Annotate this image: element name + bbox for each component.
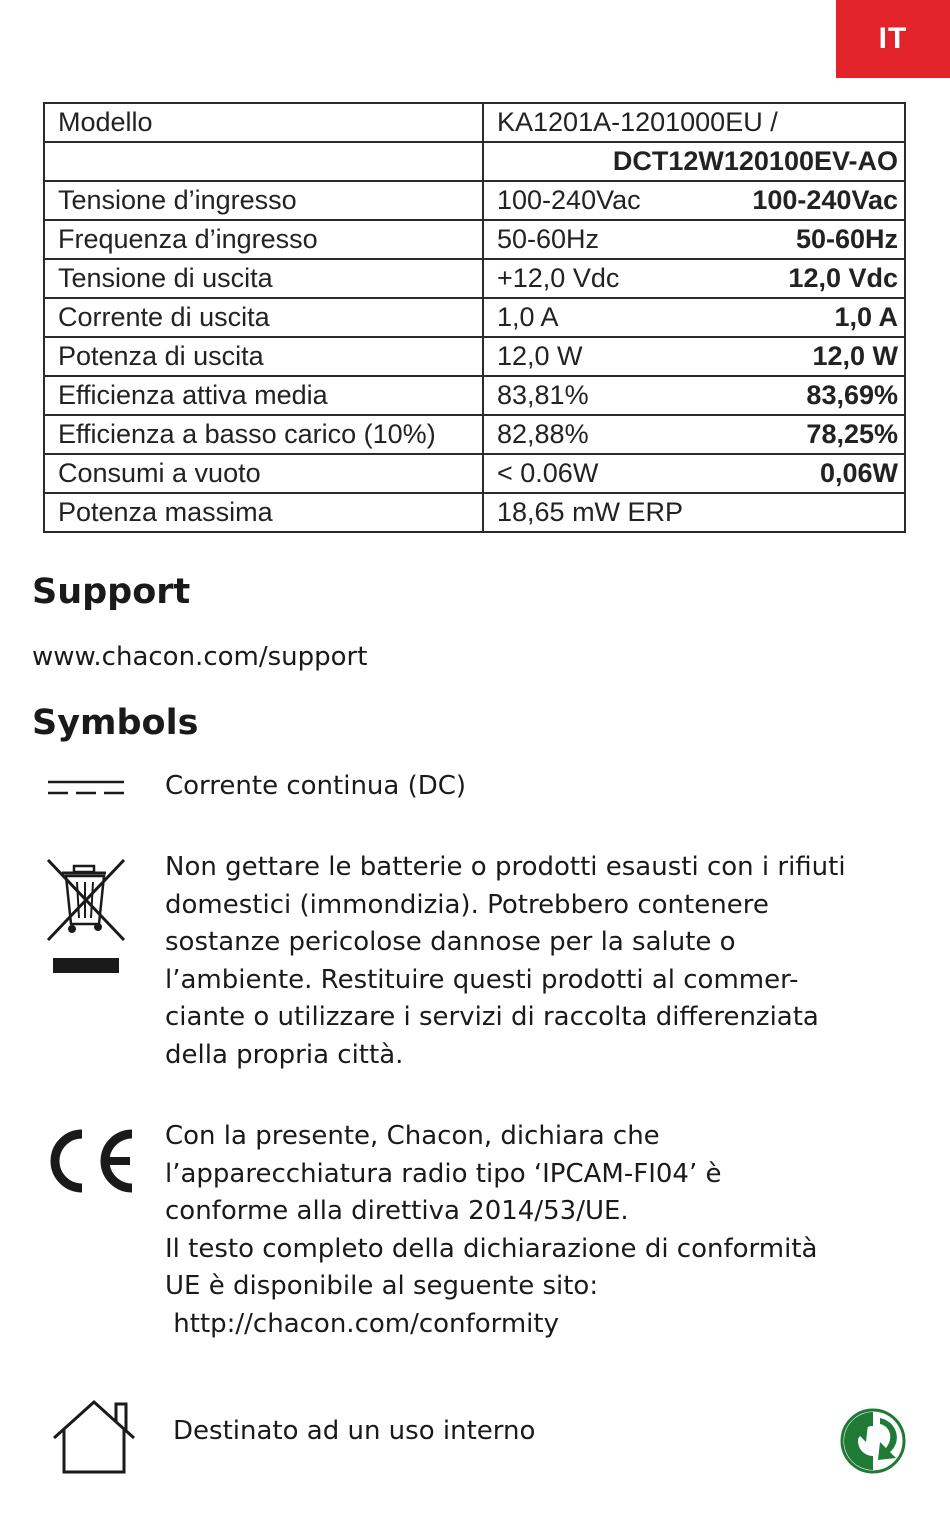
weee-line: ciante o utilizzare i servizi di raccolta differenziata bbox=[165, 1002, 819, 1033]
spec-value-2: 100-240Vac bbox=[752, 185, 898, 215]
ce-line: http://chacon.com/conformity bbox=[165, 1308, 559, 1339]
spec-value bbox=[483, 181, 905, 220]
spec-value-2: 1,0 A bbox=[834, 302, 898, 332]
table-row bbox=[44, 220, 905, 259]
ce-line: l’apparecchiatura radio tipo ‘IPCAM-FI04’ è bbox=[165, 1158, 722, 1189]
table-row bbox=[44, 376, 905, 415]
spec-value-1: +12,0 Vdc bbox=[497, 263, 620, 293]
ce-text bbox=[165, 1118, 817, 1344]
spec-value-2: 12,0 Vdc bbox=[788, 263, 898, 293]
weee-line: domestici (immondizia). Potrebbero contenere bbox=[165, 889, 769, 920]
support-heading: Support bbox=[32, 572, 191, 612]
table-row bbox=[44, 181, 905, 220]
spec-label: Tensione d’ingresso bbox=[44, 181, 483, 220]
spec-value bbox=[483, 298, 905, 337]
ce-line: UE è disponibile al seguente sito: bbox=[165, 1271, 599, 1302]
spec-value-1: 82,88% bbox=[497, 419, 589, 449]
specs-table bbox=[43, 102, 906, 533]
spec-value-2: 0,06W bbox=[819, 458, 898, 488]
spec-label: Frequenza d’ingresso bbox=[44, 220, 483, 259]
spec-label: Potenza massima bbox=[44, 493, 483, 532]
spec-value bbox=[483, 142, 905, 181]
spec-label: Corrente di uscita bbox=[44, 298, 483, 337]
spec-value-1: 50-60Hz bbox=[497, 224, 600, 254]
spec-value bbox=[483, 259, 905, 298]
spec-value bbox=[483, 415, 905, 454]
ce-line: conforme alla direttiva 2014/53/UE. bbox=[165, 1196, 629, 1227]
dc-text: Corrente continua (DC) bbox=[165, 771, 467, 801]
ce-line: Il testo completo della dichiarazione di conformità bbox=[165, 1233, 818, 1264]
table-row bbox=[44, 298, 905, 337]
spec-value-1: 83,81% bbox=[497, 380, 589, 410]
crossed-bin-icon bbox=[44, 858, 128, 976]
spec-label: Consumi a vuoto bbox=[44, 454, 483, 493]
table-row bbox=[44, 493, 905, 532]
spec-label: Efficienza a basso carico (10%) bbox=[44, 415, 483, 454]
spec-value bbox=[483, 454, 905, 493]
spec-value-1: 12,0 W bbox=[497, 341, 583, 371]
spec-label bbox=[44, 142, 483, 181]
ce-line: Con la presente, Chacon, dichiara che bbox=[165, 1121, 660, 1151]
table-row bbox=[44, 142, 905, 181]
spec-value: 18,65 mW ERP bbox=[483, 493, 905, 532]
spec-value bbox=[483, 220, 905, 259]
support-link[interactable]: www.chacon.com/support bbox=[32, 642, 368, 672]
symbols-heading: Symbols bbox=[32, 703, 199, 743]
spec-value-2: 12,0 W bbox=[812, 341, 898, 371]
spec-value-bold: DCT12W120100EV-AO bbox=[612, 146, 898, 176]
weee-line: Non gettare le batterie o prodotti esausti con i rifiuti bbox=[165, 852, 846, 882]
table-row bbox=[44, 259, 905, 298]
green-dot-recycle-icon bbox=[840, 1408, 906, 1474]
spec-value-2: 50-60Hz bbox=[795, 224, 898, 254]
spec-value-2: 78,25% bbox=[806, 419, 898, 449]
spec-value: KA1201A-1201000EU / bbox=[483, 103, 905, 142]
weee-line: della propria città. bbox=[165, 1039, 404, 1070]
spec-value-2: 83,69% bbox=[806, 380, 898, 410]
spec-label: Modello bbox=[44, 103, 483, 142]
spec-label: Potenza di uscita bbox=[44, 337, 483, 376]
spec-label: Efficienza attiva media bbox=[44, 376, 483, 415]
spec-value bbox=[483, 376, 905, 415]
table-row bbox=[44, 454, 905, 493]
spec-value-1: < 0.06W bbox=[497, 458, 599, 488]
house-icon bbox=[50, 1398, 142, 1478]
weee-line: l’ambiente. Restituire questi prodotti al commer- bbox=[165, 964, 799, 995]
dc-current-icon bbox=[46, 778, 126, 798]
spec-value bbox=[483, 337, 905, 376]
spec-label: Tensione di uscita bbox=[44, 259, 483, 298]
indoor-text: Destinato ad un uso interno bbox=[173, 1416, 536, 1446]
weee-text bbox=[165, 849, 846, 1075]
table-row bbox=[44, 415, 905, 454]
table-row bbox=[44, 103, 905, 142]
spec-value-1: 100-240Vac bbox=[497, 185, 641, 215]
weee-line: sostanze pericolose dannose per la salute o bbox=[165, 927, 736, 958]
ce-mark-icon bbox=[38, 1128, 138, 1194]
spec-value-1: 1,0 A bbox=[497, 302, 559, 332]
table-row bbox=[44, 337, 905, 376]
language-tab: IT bbox=[836, 0, 950, 78]
